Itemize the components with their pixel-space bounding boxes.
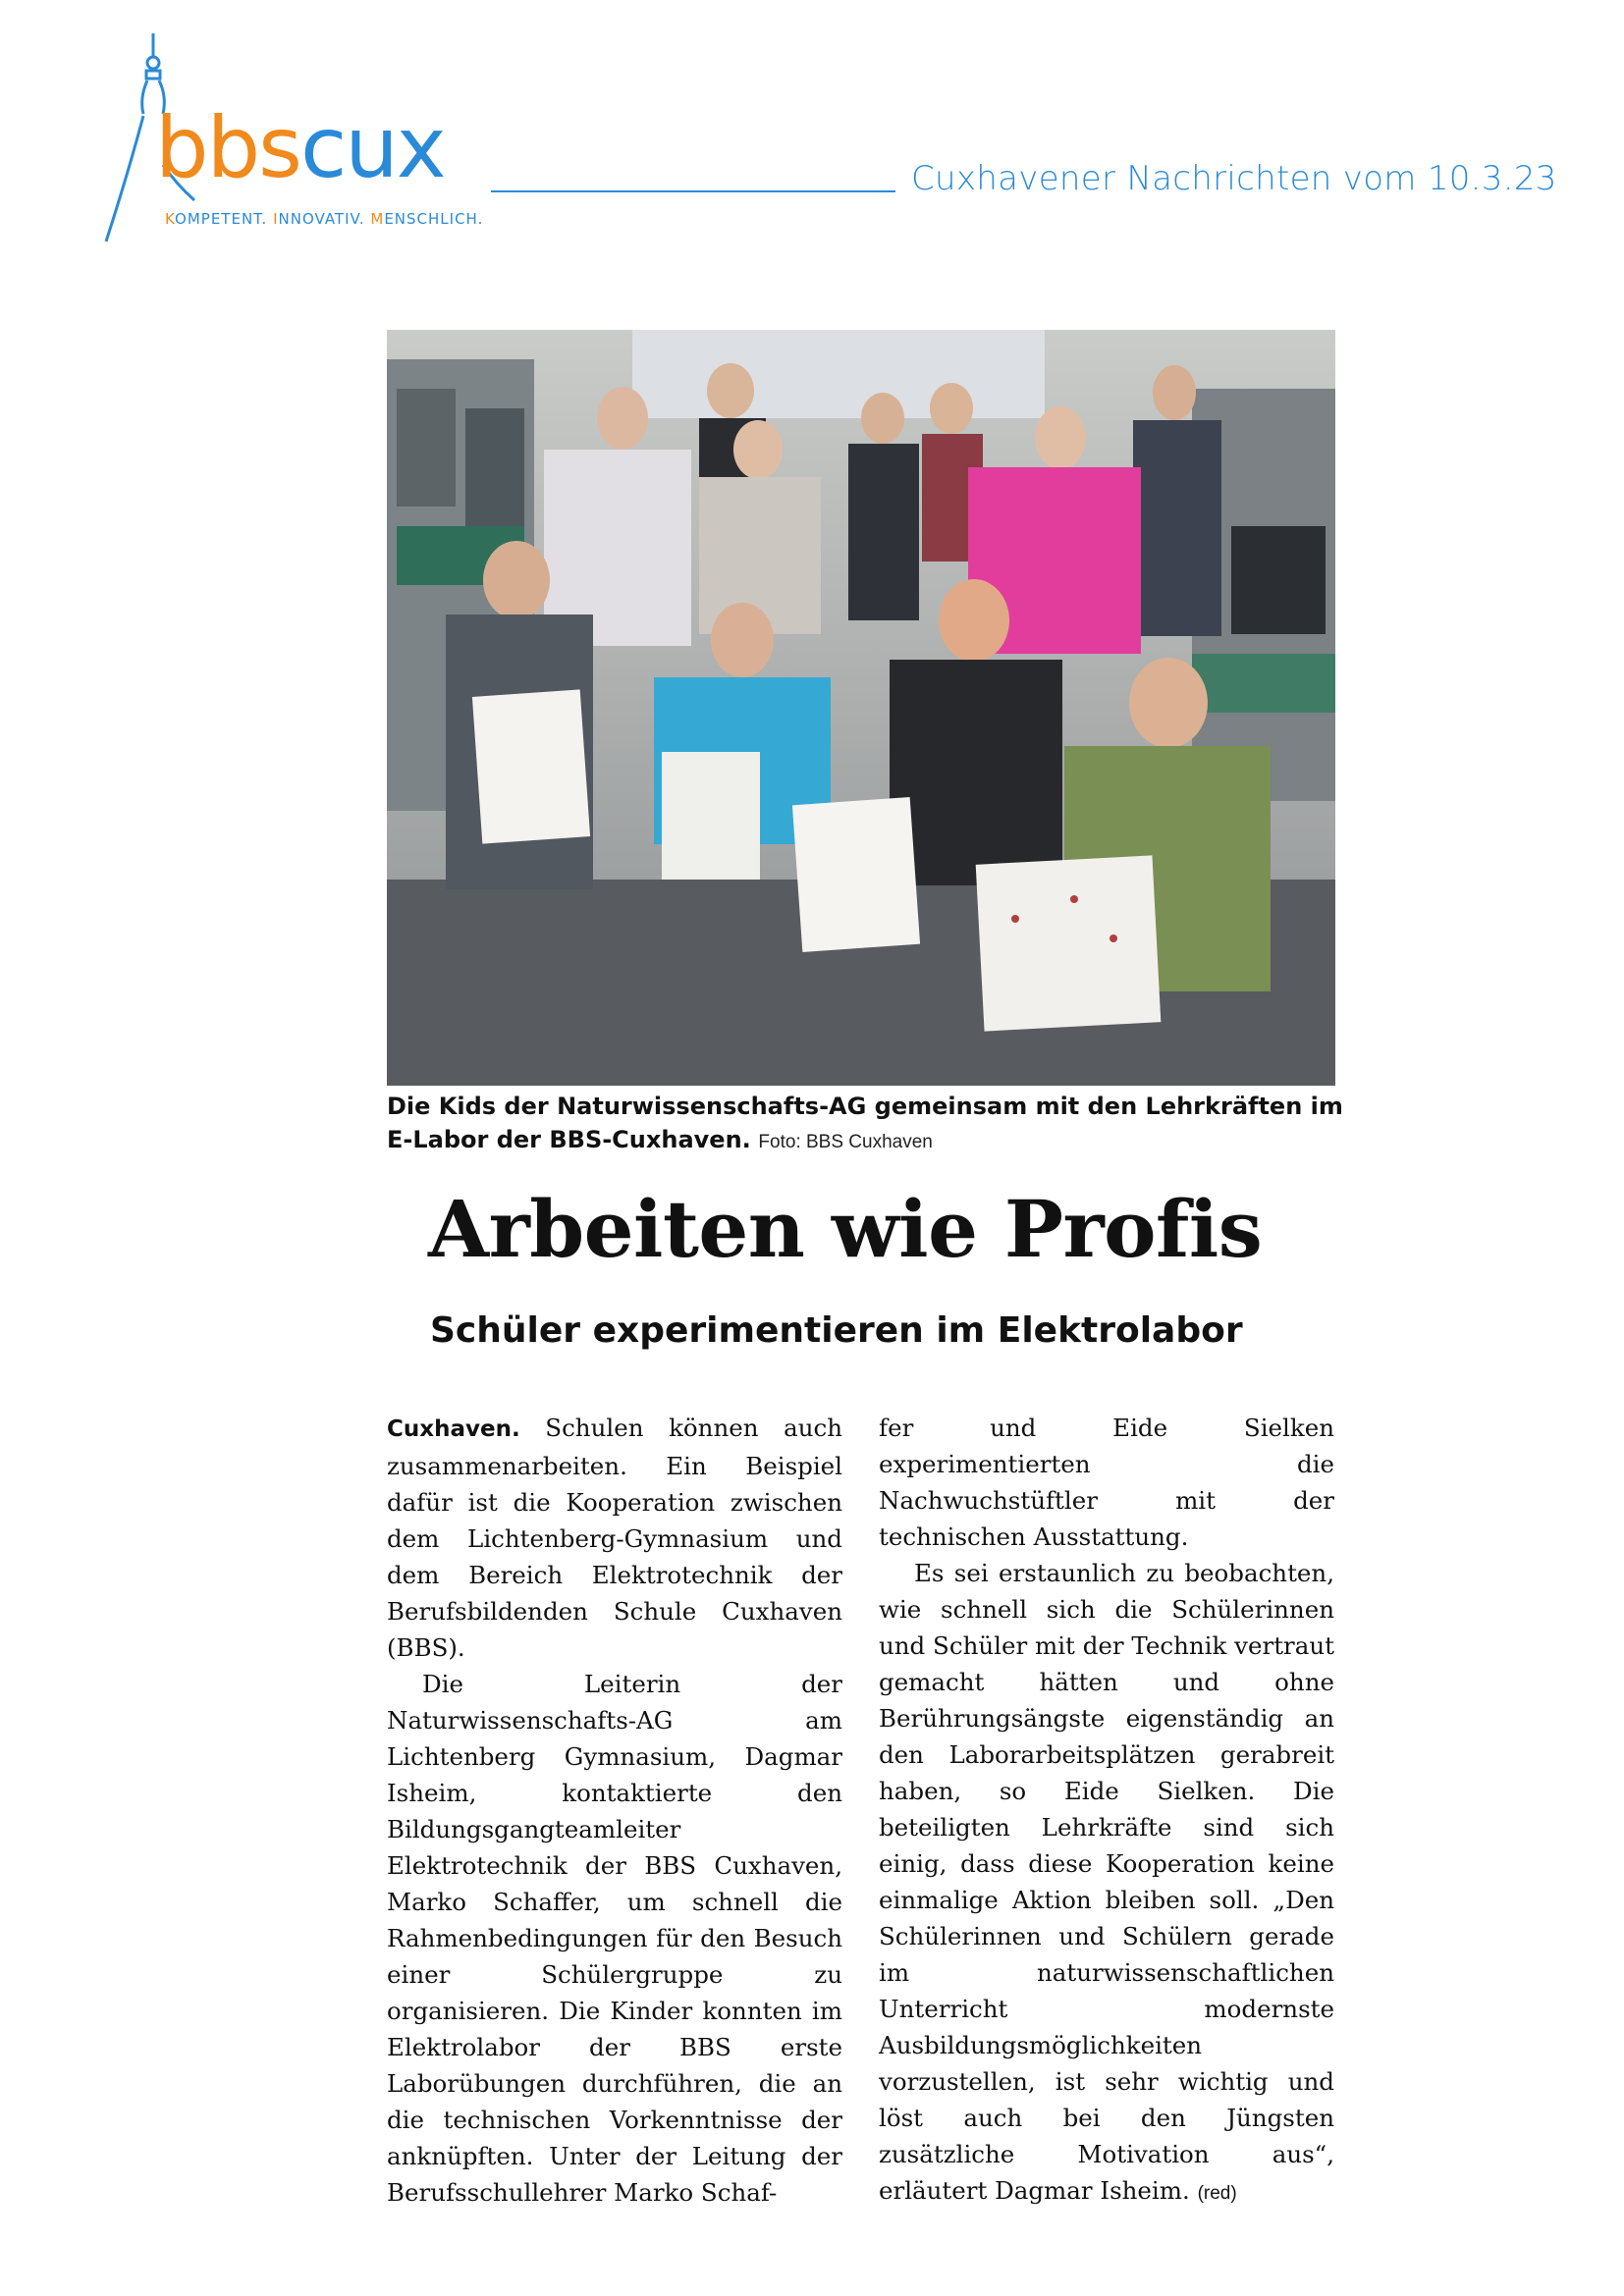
tagline-initial: I	[273, 210, 279, 228]
logo-word-part2: cux	[300, 99, 445, 197]
photo-credit: Foto: BBS Cuxhaven	[758, 1132, 933, 1152]
tagline-initial: M	[370, 210, 385, 228]
article-column-left	[387, 1410, 842, 2211]
paragraph-text: Schulen können auch zusammenarbeiten. Ein Beispiel dafür ist die Kooperation zwischen dem Lichtenberg-Gymnasium und dem Bereich Elektrotechnik der Berufsbildenden Schule Cuxhaven (BBS).	[387, 1414, 842, 1662]
caption-text: Die Kids der Naturwissenschafts-AG gemeinsam mit den Lehrkräften im E-Labor der BBS-Cuxhaven.	[387, 1093, 1343, 1153]
article-paragraph: fer und Eide Sielken experimentierten die Nachwuchstüftler mit der technischen Ausstattung.	[879, 1414, 1334, 1551]
logo-word-part1: bbs	[155, 99, 300, 197]
paragraph-text: Es sei erstaunlich zu beobachten, wie schnell sich die Schülerinnen und Schüler mit der Technik vertraut gemacht hätten und ohne Berührungsängste eigenständig an den Laborarbeitsplätzen gerabreit haben, so Eide Sielken. Die beteiligten Lehrkräfte sind sich einig, dass diese Kooperation keine einmalige Aktion bleiben soll. „Den Schülerinnen und Schülern gerade im naturwissenschaftlichen Unterricht modernste Ausbildungsmöglichkeiten vorzustellen, ist sehr wichtig und löst auch bei den Jüngsten zusätzliche Motivation aus“, erläutert Dagmar Isheim.	[879, 1559, 1334, 2205]
tagline-word: NNOVATIV.	[278, 210, 371, 228]
article-headline: Arbeiten wie Profis	[428, 1183, 1263, 1275]
article-paragraph	[879, 1555, 1334, 2212]
tagline-initial: K	[165, 210, 176, 228]
article-paragraph: Die Leiterin der Naturwissenschafts-AG am Lichtenberg Gymnasium, Dagmar Isheim, kontaktierte den Bildungsgangteamleiter Elektrotechnik der BBS Cuxhaven, Marko Schaffer, um schnell die Rahmenbedingungen für den Besuch einer Schülergruppe zu organisieren. Die Kinder konnten im Elektrolabor der BBS erste Laborübungen durchführen, die an die technischen Vorkenntnisse der anknüpften. Unter der Leitung der Berufsschullehrer Marko Schaf-	[387, 1670, 842, 2207]
header-divider	[491, 190, 895, 192]
logo-wordmark	[155, 99, 445, 197]
article-dateline: Cuxhaven.	[387, 1416, 520, 1442]
tagline-word: OMPETENT.	[175, 210, 274, 228]
publication-source: Cuxhavener Nachrichten vom 10.3.23	[911, 159, 1557, 198]
tagline-word: ENSCHLICH.	[384, 210, 484, 228]
group-photo-image	[387, 330, 1335, 1086]
logo-tagline	[165, 210, 483, 228]
photo-caption	[387, 1090, 1349, 1159]
article-column-right	[879, 1410, 1334, 2212]
article-paragraph	[387, 1410, 842, 1666]
bbscux-logo	[98, 27, 511, 253]
author-tag: (red)	[1197, 2183, 1237, 2204]
article-subheadline: Schüler experimentieren im Elektrolabor	[430, 1310, 1243, 1351]
